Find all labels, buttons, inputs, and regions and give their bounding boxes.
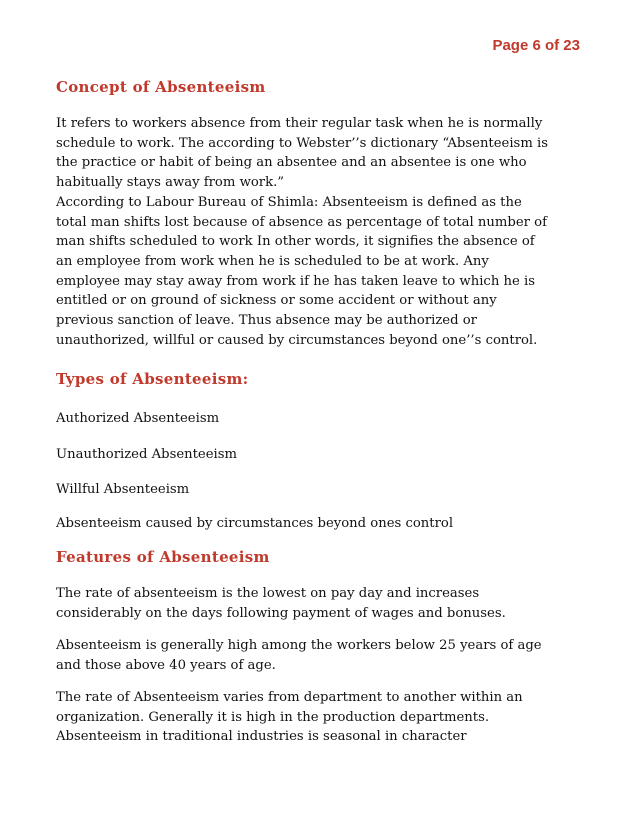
paragraph-feature: The rate of absenteeism is the lowest on pay day and increases considerably on the days following payment of wages and bonuses. <box>56 586 506 621</box>
type-item: Willful Absenteeism <box>56 482 190 497</box>
heading-types: Types of Absenteeism: <box>56 370 249 388</box>
type-item: Absenteeism caused by circumstances beyond ones control <box>56 516 454 531</box>
paragraph-feature: Absenteeism is generally high among the workers below 25 years of age and those above 40 years of age. <box>56 638 542 673</box>
page-number: Page 6 of 23 <box>492 37 580 54</box>
heading-concept: Concept of Absenteeism <box>56 78 266 96</box>
type-item: Authorized Absenteeism <box>56 411 220 426</box>
paragraph-feature: The rate of Absenteeism varies from department to another within an organization. Generally it is high in the production departments. Absenteeism in traditional industries is seasonal in character <box>56 690 523 745</box>
paragraph-concept: It refers to workers absence from their regular task when he is normally schedule to work. The according to Webster’’s dictionary “Absenteeism is the practice or habit of being an absentee and an absentee is one who habitually stays away from work.” According to Labour Bureau of Shimla: Absenteeism is defined as the total man shifts lost because of absence as percentage of total number of man shifts scheduled to work In other words, it signifies the absence of an employee from work when he is scheduled to be at work. Any employee may stay away from work if he has taken leave to which he is entitled or on ground of sickness or some accident or without any previous sanction of leave. Thus absence may be authorized or unauthorized, willful or caused by circumstances beyond one’’s control. <box>56 116 549 348</box>
type-item: Unauthorized Absenteeism <box>56 447 238 462</box>
heading-features: Features of Absenteeism <box>56 548 270 566</box>
